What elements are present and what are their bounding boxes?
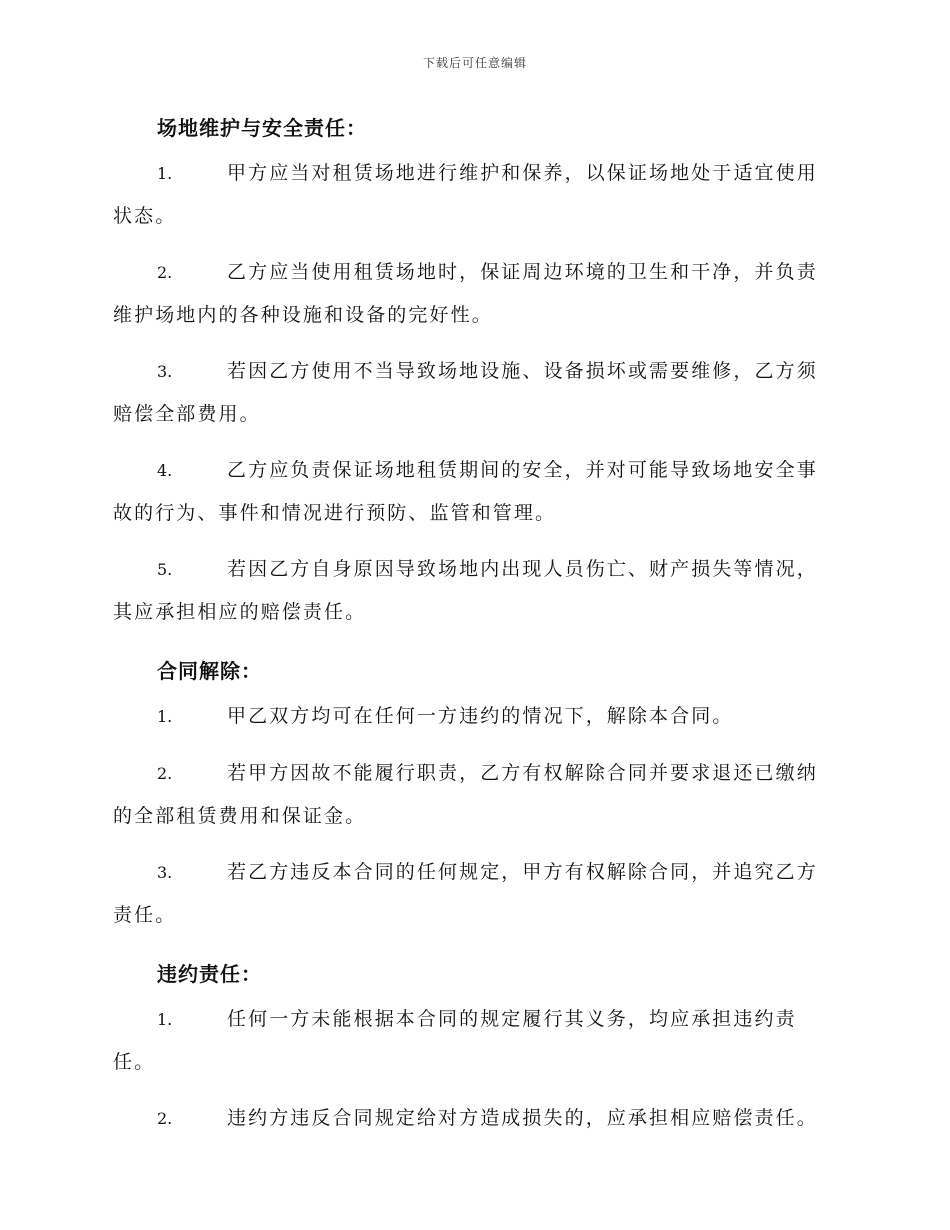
clause-item: [113, 998, 838, 1083]
clause-number: 2.: [157, 764, 173, 783]
section-title-breach-liability: 违约责任：: [157, 962, 262, 986]
document-body: [113, 104, 838, 1154]
section-title-site-maintenance: 场地维护与安全责任：: [157, 116, 367, 140]
clause-text-continued: 维护场地内的各种设施和设备的完好性。: [113, 304, 493, 326]
clause-item: [113, 1097, 838, 1140]
clause-text: 乙方应负责保证场地租赁期间的安全，并对可能导致场地安全事: [227, 459, 818, 481]
clause-text: 任何一方未能根据本合同的规定履行其义务，均应承担违约责: [227, 1008, 797, 1030]
clause-item: [113, 752, 838, 837]
clause-text-continued: 任。: [113, 1051, 156, 1073]
clause-number: 1.: [157, 707, 173, 726]
clause-item: [113, 152, 838, 237]
clause-text: 乙方应当使用租赁场地时，保证周边环境的卫生和干净，并负责: [227, 261, 818, 283]
clause-text: 若甲方因故不能履行职责，乙方有权解除合同并要求退还已缴纳: [227, 762, 818, 784]
clause-item: [113, 695, 838, 738]
clause-item: [113, 251, 838, 336]
clause-number: 4.: [157, 461, 173, 480]
clause-item: [113, 449, 838, 534]
section-title-contract-termination: 合同解除：: [157, 659, 262, 683]
clause-number: 3.: [157, 863, 173, 882]
clause-text-continued: 赔偿全部费用。: [113, 403, 261, 425]
clause-text-continued: 状态。: [113, 205, 177, 227]
clause-text: 违约方违反合同规定给对方造成损失的，应承担相应赔偿责任。: [227, 1107, 818, 1129]
clause-text: 甲乙双方均可在任何一方违约的情况下，解除本合同。: [227, 705, 734, 727]
clause-number: 2.: [157, 263, 173, 282]
clause-text: 若因乙方使用不当导致场地设施、设备损坏或需要维修，乙方须: [227, 360, 818, 382]
clause-number: 5.: [157, 560, 173, 579]
clause-text-continued: 故的行为、事件和情况进行预防、监管和管理。: [113, 502, 557, 524]
clause-item: [113, 350, 838, 435]
clause-text: 若乙方违反本合同的任何规定，甲方有权解除合同，并追究乙方: [227, 861, 818, 883]
clause-text: 若因乙方自身原因导致场地内出现人员伤亡、财产损失等情况，: [227, 558, 818, 580]
clause-text: 甲方应当对租赁场地进行维护和保养，以保证场地处于适宜使用: [227, 162, 818, 184]
clause-item: [113, 851, 838, 936]
clause-text-continued: 的全部租赁费用和保证金。: [113, 805, 367, 827]
clause-number: 1.: [157, 1010, 173, 1029]
clause-text-continued: 责任。: [113, 904, 177, 926]
clause-item: [113, 548, 838, 633]
clause-number: 3.: [157, 362, 173, 381]
clause-text-continued: 其应承担相应的赔偿责任。: [113, 601, 367, 623]
clause-number: 2.: [157, 1109, 173, 1128]
clause-number: 1.: [157, 164, 173, 183]
header-note: 下载后可任意编辑: [422, 56, 527, 70]
